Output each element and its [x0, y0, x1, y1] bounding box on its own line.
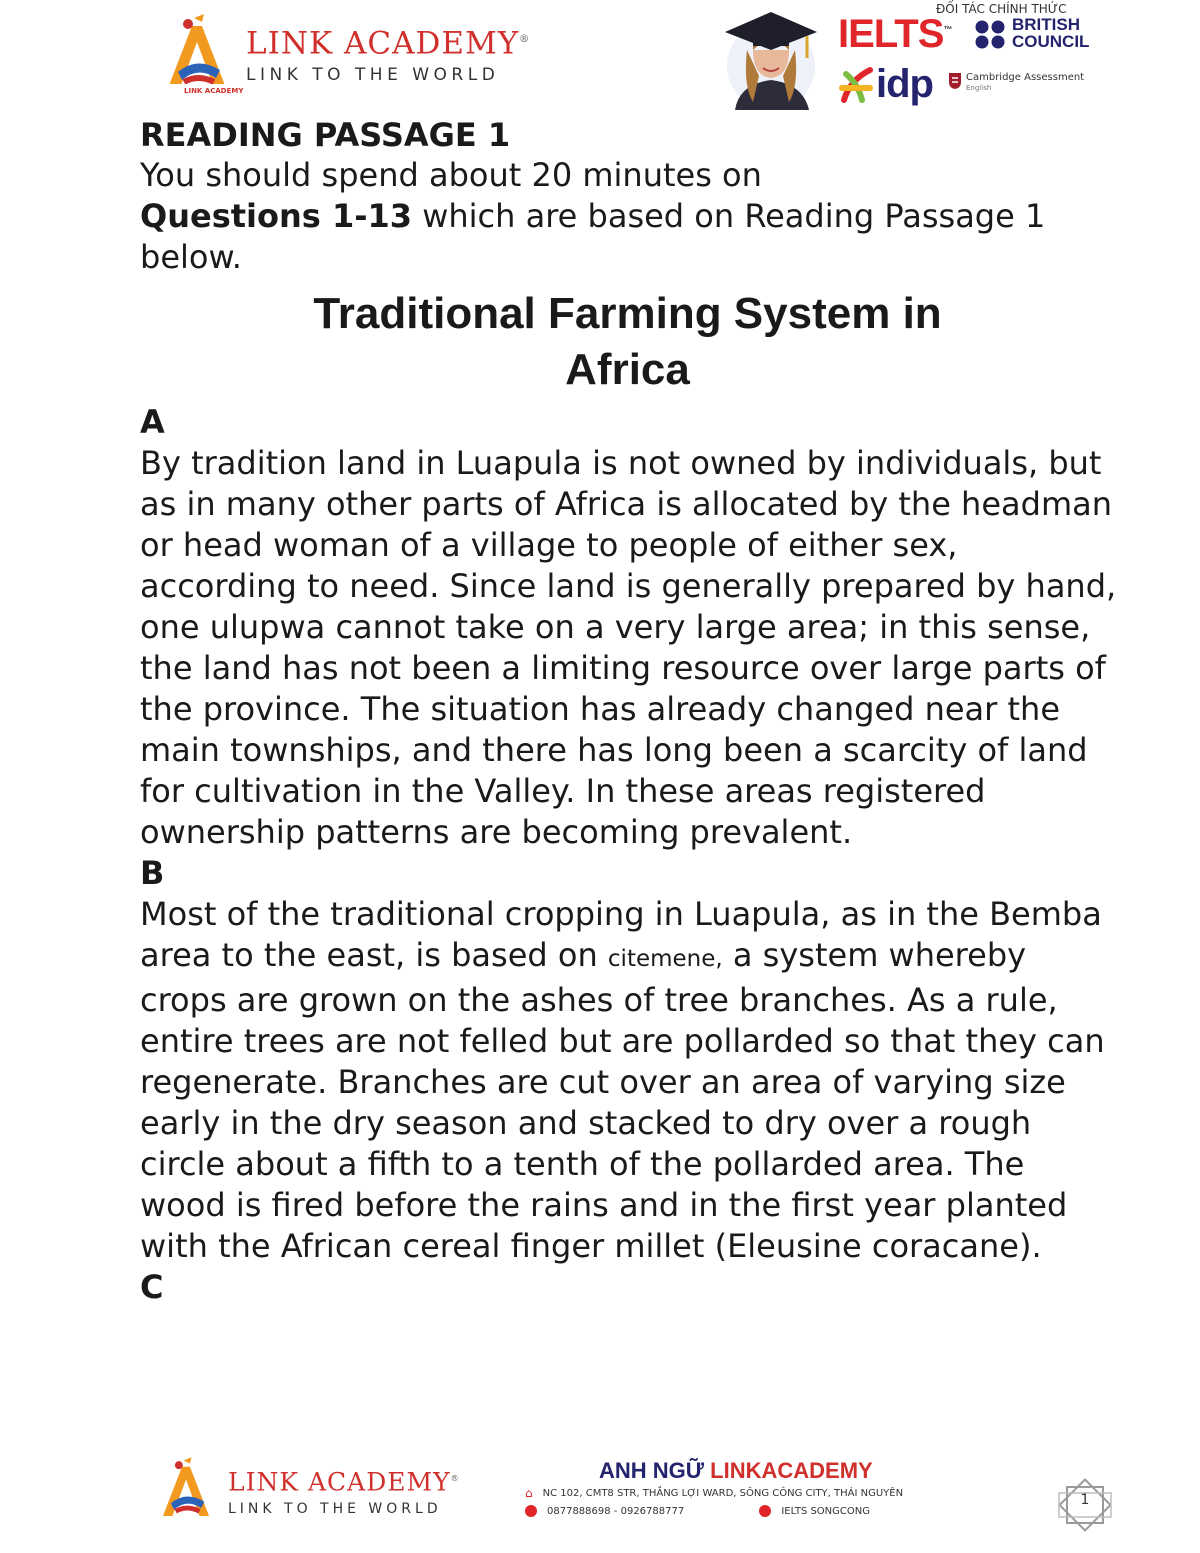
section-paragraph-a: By tradition land in Luapula is not owned by individuals, but as in many other parts of Africa is allocated by the headman or head woman of a village to people of either sex, according to need. Since land is generally prepared by hand, one ulupwa cannot take on a very large area; in this sense, the land has not been a limiting resource over large parts of the province. The situation has already changed near the main townships, and there has long been a scarcity of land for cultivation in the Valley. In these areas registered ownership patterns are becoming prevalent. [140, 444, 1117, 851]
british-council-dots-icon [974, 20, 1008, 50]
graduate-photo [713, 6, 823, 110]
footer-facebook: IELTS SONGCONG [781, 1505, 870, 1517]
footer-phone-row [525, 1502, 870, 1520]
brand-name: LINK ACADEMY® [246, 25, 531, 62]
logo-small-text: LINK ACADEMY [184, 87, 244, 95]
section-letter-c: C [140, 1268, 164, 1306]
footer-address-row [525, 1484, 935, 1502]
partner-logos [836, 2, 1096, 112]
instruction-line-2 [140, 196, 1120, 278]
partner-caption: ĐỐI TÁC CHÍNH THỨC [936, 2, 1067, 16]
footer-brand-name: LINK ACADEMY® [228, 1467, 460, 1497]
term-citemene: citemene, [607, 946, 723, 972]
phone-icon [525, 1505, 537, 1517]
title-line-1: Traditional Farming System in [313, 289, 942, 338]
footer-contact [525, 1458, 935, 1520]
section-letter-b: B [140, 854, 165, 892]
page-header [0, 0, 1200, 115]
footer-address: NC 102, CMT8 STR, THẮNG LỢI WARD, SÔNG CÔNG CITY, THÁI NGUYÊN [542, 1487, 904, 1499]
title-line-2: Africa [565, 345, 690, 394]
cambridge-logo: Cambridge Assessment English [966, 72, 1085, 92]
footer-center-title: ANH NGỮ LINKACADEMY [599, 1458, 873, 1483]
reading-passage [140, 115, 1120, 1308]
instruction-rest: which are based on Reading Passage 1 below. [140, 197, 1046, 276]
page-footer [0, 1440, 1200, 1553]
section-letter-a: A [140, 403, 165, 441]
cambridge-shield-icon [948, 72, 962, 90]
page-number: 1 [1080, 1492, 1090, 1508]
passage-label: READING PASSAGE 1 [140, 116, 511, 154]
footer-phones: 0877888698 - 0926788777 [547, 1505, 685, 1517]
british-council-logo: BRITISH COUNCIL [1012, 15, 1090, 51]
footer-brand-text [228, 1464, 460, 1517]
home-icon: ⌂ [525, 1486, 533, 1500]
facebook-icon [759, 1505, 771, 1517]
ielts-logo: IELTS™ [838, 12, 952, 56]
brand-tagline: LINK TO THE WORLD [246, 65, 500, 86]
idp-logo: idp [876, 62, 933, 106]
idp-mark-icon [840, 66, 874, 104]
instruction-line-1: You should spend about 20 minutes on [140, 156, 762, 194]
instruction-questions: Questions 1-13 [140, 197, 413, 235]
passage-title [140, 286, 1115, 398]
footer-logo-icon [155, 1454, 217, 1524]
footer-brand-tagline: LINK TO THE WORLD [228, 1501, 442, 1518]
section-paragraph-b: Most of the traditional cropping in Luapula, as in the Bemba area to the east, is based on citemene, a system whereby crops are grown on the ashes of tree branches. As a rule, entire trees are not felled but are pollarded so that they can regenerate. Branches are cut over an area of varying size early in the dry season and stacked to dry over a rough circle about a fifth to a tenth of the pollarded area. The wood is fired before the rains and in the first year planted with the African cereal finger millet (Eleusine coracane). [140, 895, 1105, 1265]
link-academy-logo-icon [158, 12, 244, 96]
brand-logo-text [246, 22, 530, 85]
